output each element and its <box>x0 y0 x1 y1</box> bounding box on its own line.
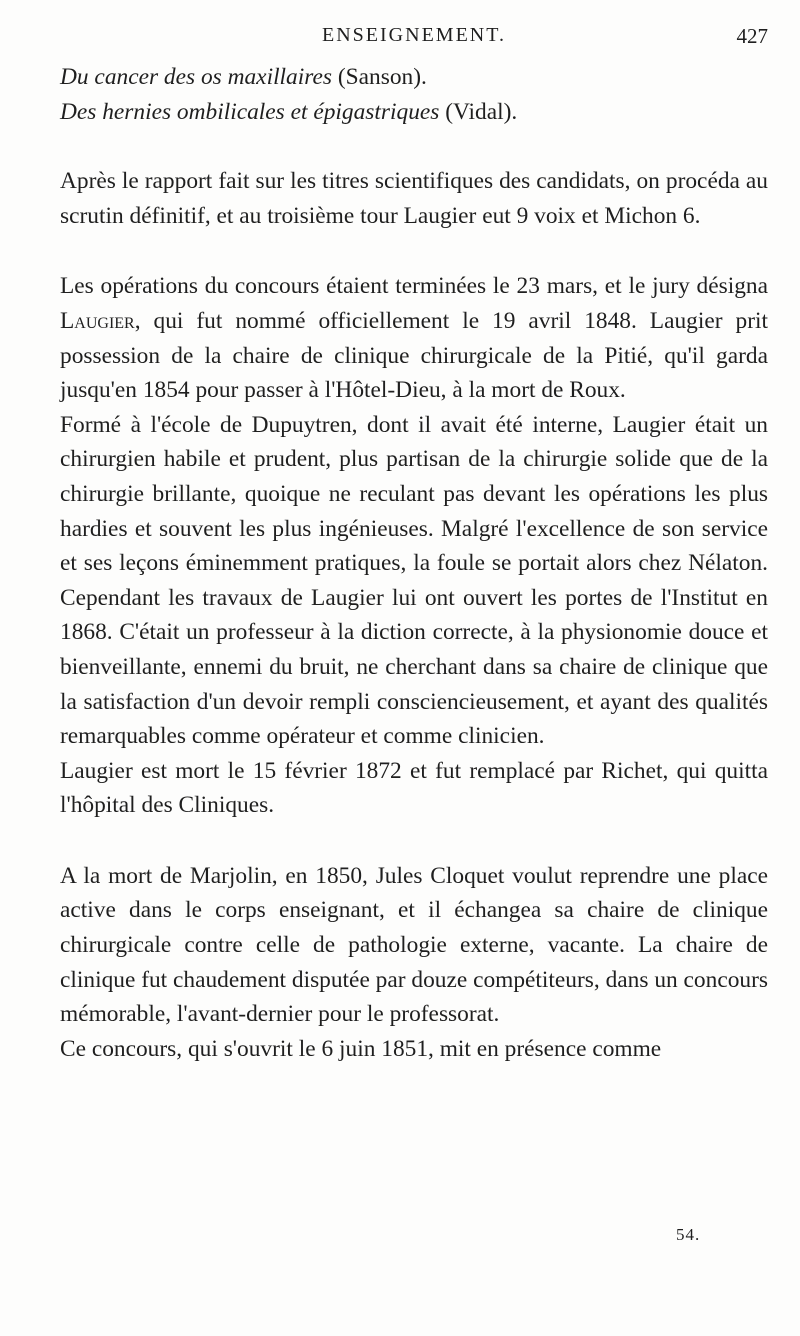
citation-line <box>60 60 768 95</box>
paragraph-portrait: Formé à l'école de Dupuytren, dont il avait été interne, Laugier était un chirurgien habile et prudent, plus partisan de la chirurgie solide que de la chirurgie brillante, quoique ne reculant pas devant les opérations les plus hardies et souvent les plus ingénieuses. Malgré l'excellence de son service et ses leçons éminemment pratiques, la foule se portait alors chez Nélaton. Cependant les travaux de Laugier lui ont ouvert les portes de l'Institut en 1868. C'était un professeur à la diction correcte, à la physionomie douce et bienveillante, ennemi du bruit, ne cherchant dans sa chaire de clinique que la satisfaction d'un devoir rempli consciencieusement, et ayant des qualités remarquables comme opérateur et comme clinicien. <box>60 411 768 750</box>
citation-author: (Sanson). <box>337 64 427 90</box>
paragraph-marjolin: A la mort de Marjolin, en 1850, Jules Cloquet voulut reprendre une place active dans le corps enseignant, et il échangea sa chaire de clinique chirurgicale contre celle de pathologie externe, vacante. La chaire de clinique fut chaudement disputée par douze compétiteurs, dans un concours mémorable, l'avant-dernier pour le professorat. <box>60 862 768 1028</box>
citation-title: Des hernies ombilicales et épigastriques <box>60 98 440 125</box>
paragraph-appointment <box>60 269 768 407</box>
page-body <box>60 60 768 1066</box>
running-head: ENSEIGNEMENT. <box>322 24 506 46</box>
citation-line <box>60 95 768 130</box>
paragraph-vote-result: Après le rapport fait sur les titres scientifiques des candidats, on procéda au scrutin définitif, et au troisième tour Laugier eut 9 voix et Michon 6. <box>60 168 768 229</box>
page-number: 427 <box>736 24 768 48</box>
paragraph-text: Les opérations du concours étaient terminées le 23 mars, et le jury désigna <box>60 273 768 300</box>
paragraph-text: , qui fut nommé officiellement le 19 avril 1848. Laugier prit possession de la chaire de clinique chirurgicale de la Pitié, qu'il garda jusqu'en 1854 pour passer à l'Hôtel-Dieu, à la mort de Roux. <box>60 307 768 404</box>
citation-author: (Vidal). <box>445 98 518 125</box>
paragraph-death: Laugier est mort le 15 février 1872 et fut remplacé par Richet, qui quitta l'hôpital des Cliniques. <box>60 757 768 819</box>
signature-mark: 54. <box>676 1225 701 1244</box>
person-name: Laugier <box>60 307 135 334</box>
paragraph-concours: Ce concours, qui s'ouvrit le 6 juin 1851, mit en présence comme <box>60 1035 662 1062</box>
citation-title: Du cancer des os maxillaires <box>60 64 332 90</box>
page-header <box>60 24 768 54</box>
